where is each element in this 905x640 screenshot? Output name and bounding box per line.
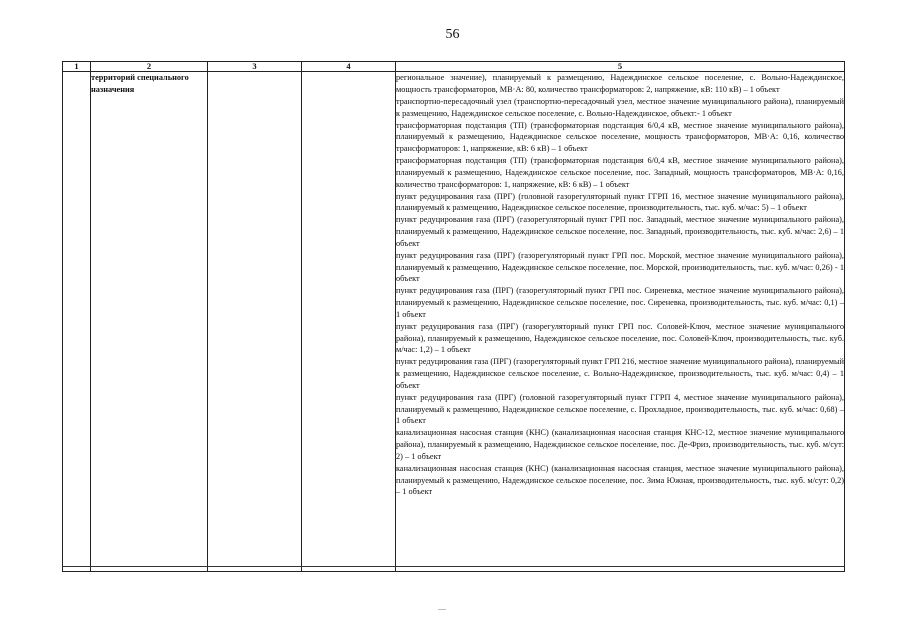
- table-header-row: [63, 62, 845, 72]
- object-entry: транспортно-пересадочный узел (транспортно-пересадочный узел, местное значение муниципального района), планируемый к размещению, Надеждинское сельское поселение, с. Вольно-Надеждинское, объект:- 1 объект: [396, 96, 844, 118]
- object-entry: региональное значение), планируемый к размещению, Надеждинское сельское поселение, с. Вольно-Надеждинское, мощность трансформаторов, МВ·А: 80, количество трансформаторов: 2, напряжение, кВ: 110 кВ) – 1 объект: [396, 73, 844, 94]
- column-header-1: 1: [63, 62, 91, 72]
- object-entry: пункт редуцирования газа (ПРГ) (головной газорегуляторный пункт ГГРП 4, местное значение муниципального района), планируемый к размещению, Надеждинское сельское поселение, с. Прохладное, производительность, тыс. куб. м/час: 0,68) – 1 объект: [396, 392, 844, 426]
- object-entry: пункт редуцирования газа (ПРГ) (газорегуляторный пункт ГРП 216, местное значение муниципального района), планируемый к размещению, Надеждинское сельское поселение, с. Вольно-Надеждинское, производительность, тыс. куб. м/час: 0,4) – 1 объект: [396, 357, 844, 390]
- object-entry: пункт редуцирования газа (ПРГ) (газорегуляторный пункт ГРП пос. Западный, местное значение муниципального района), планируемый к размещению, Надеждинское сельское поселение, пос. Западный, производительность, тыс. куб. м/час: 2,6) – 1 объект: [396, 215, 844, 248]
- column-header-4: 4: [302, 62, 396, 72]
- page-number: 56: [445, 27, 460, 42]
- column-header-5: 5: [396, 62, 845, 72]
- cell-col5: [396, 72, 845, 572]
- cell-col2: [91, 72, 208, 572]
- object-entry: пункт редуцирования газа (ПРГ) (газорегуляторный пункт ГРП пос. Морской, местное значение муниципального района), планируемый к размещению, Надеждинское сельское поселение, пос. Морской, производительность, тыс. куб. м/час: 0,26) - 1 объект: [396, 250, 844, 284]
- cell-col3: [208, 72, 302, 572]
- territory-label: территорий специального назначения: [91, 73, 189, 94]
- object-entry: трансформаторная подстанция (ТП) (трансформаторная подстанция 6/0,4 кВ, местное значение муниципального района), планируемый к размещению, Надеждинское сельское поселение, мощность трансформаторов, МВ·А: 0,16, количество трансформаторов: 1, напряжение, кВ: 6 кВ) – 1 объект: [396, 120, 844, 153]
- object-entry: канализационная насосная станция (КНС) (канализационная насосная станция КНС-12, местное значение муниципального района), планируемый к размещению, Надеждинское сельское поселение, пос. Де-Фриз, производительность, тыс. куб. м/сут: 2) – 1 объект: [396, 428, 844, 461]
- scan-artifact: [438, 609, 446, 610]
- object-entry: пункт редуцирования газа (ПРГ) (газорегуляторный пункт ГРП пос. Сиреневка, местное значение муниципального района), планируемый к размещению, Надеждинское сельское поселение, пос. Сиреневка, производительность, тыс. куб. м/час: 0,1) – 1 объект: [396, 286, 844, 319]
- document-table: [62, 61, 845, 572]
- cell-col1: [63, 72, 91, 572]
- column-header-2: 2: [91, 62, 208, 72]
- table-bottom-rule: [62, 566, 844, 567]
- cell-col4: [302, 72, 396, 572]
- column-header-3: 3: [208, 62, 302, 72]
- object-entry: пункт редуцирования газа (ПРГ) (газорегуляторный пункт ГРП пос. Соловей-Ключ, местное значение муниципального района), планируемый к размещению, Надеждинское сельское поселение, пос. Соловей-Ключ, производительность, тыс. куб. м/час: 1,2) – 1 объект: [396, 321, 844, 355]
- object-entry: пункт редуцирования газа (ПРГ) (головной газорегуляторный пункт ГГРП 16, местное значение муниципального района), планируемый к размещению, Надеждинское сельское поселение, производительность, тыс. куб. м/час: 5) – 1 объект: [396, 191, 844, 213]
- object-entry: канализационная насосная станция (КНС) (канализационная насосная станция, местное значение муниципального района), планируемый к размещению, Надеждинское сельское поселение, пос. Зима Южная, производительность, тыс. куб. м/сут: 0,2) – 1 объект: [396, 463, 844, 497]
- object-entry: трансформаторная подстанция (ТП) (трансформаторная подстанция 6/0,4 кВ, местное значение муниципального района), планируемый к размещению, Надеждинское сельское поселение, пос. Западный, мощность трансформаторов, МВ·А: 0,16, количество трансформаторов: 1, напряжение, кВ: 6 кВ) – 1 объект: [396, 156, 844, 189]
- table-row: [63, 72, 845, 572]
